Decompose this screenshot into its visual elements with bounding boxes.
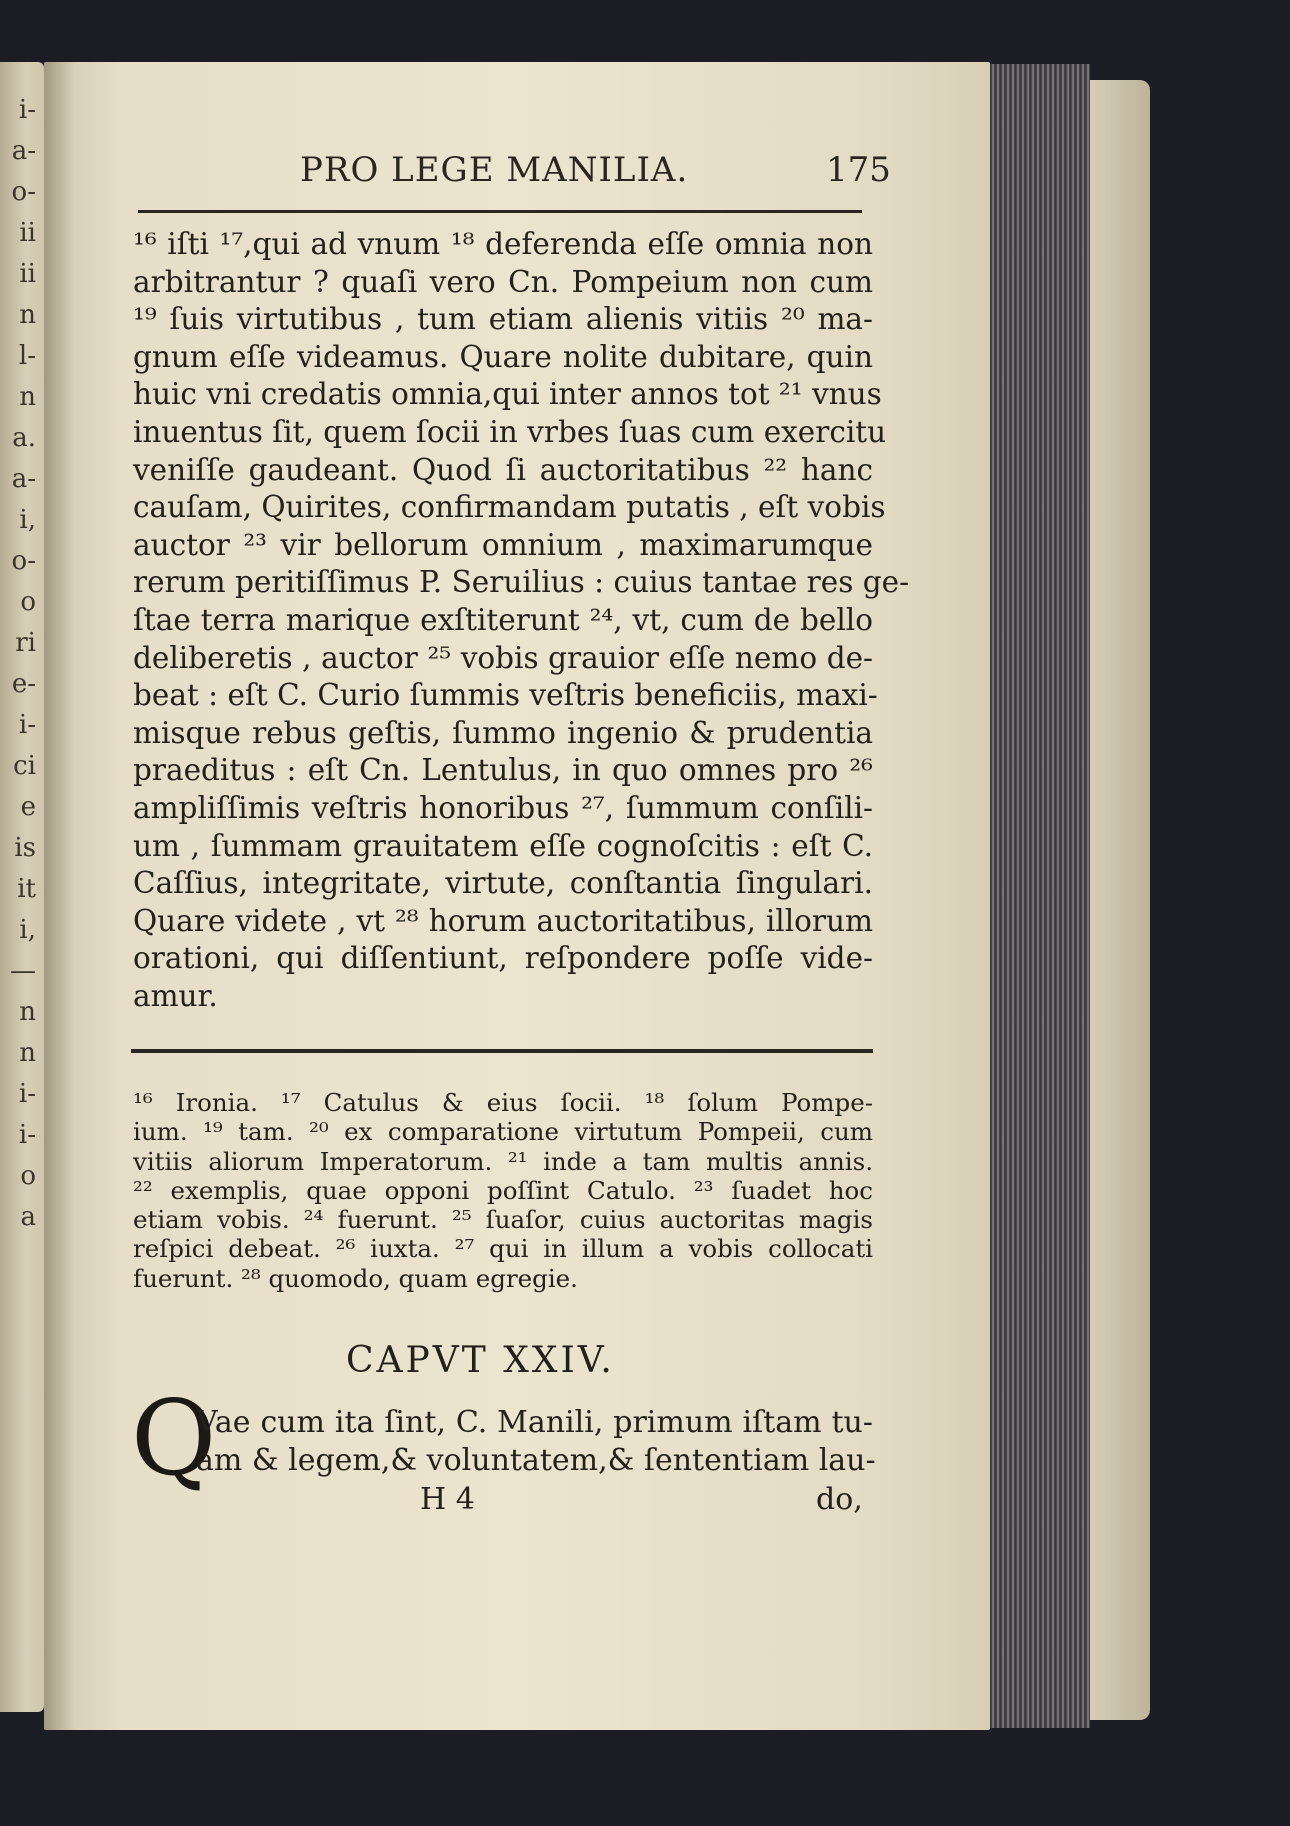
notes-separator-rule [131,1049,873,1053]
page-number: 175 [826,150,891,190]
facing-page-fragment: n [19,300,36,330]
facing-page-fragment: ci [13,751,36,781]
facing-page-fragment: n [19,997,36,1027]
facing-page-fragment: o- [11,177,36,207]
facing-page-fragment: a- [11,136,36,166]
text-line: huic vni credatis omnia,qui inter annos tot ²¹ vnus [133,377,882,412]
text-line: amur. [133,978,218,1013]
facing-page-fragment: e [20,792,36,822]
text-line: beat : eſt C. Curio ſummis veſtris beneficiis, maxi- [133,678,878,713]
footnote-line: reſpici debeat. ²⁶ iuxta. ²⁷ qui in illum a vobis collocati [133,1234,873,1264]
facing-page-fragment: it [17,874,36,904]
facing-page-fragment: i, [19,915,36,945]
facing-page-fragment: i- [18,95,36,125]
text-line: orationi, qui diſſentiunt, reſpondere poſſe vide- [133,941,873,976]
text-line: veniſſe gaudeant. Quod ſi auctoritatibus ²² hanc [133,452,873,487]
gutter-shadow [44,62,74,1730]
text-line: rerum peritiſſimus P. Seruilius : cuius tantae res ge- [133,565,910,600]
text-line: um , ſummam grauitatem eſſe cognoſcitis : eſt C. [133,828,873,863]
main-text-block [133,226,910,1015]
facing-page-fragment: ii [19,218,36,248]
text-line: praeditus : eſt Cn. Lentulus, in quo omnes pro ²⁶ [133,753,873,788]
opening-line: am & legem,& voluntatem,& ſententiam lau- [196,1443,876,1478]
facing-page-fragment: ri [15,628,36,658]
facing-page-fragment: i, [19,505,36,535]
text-line: ¹⁶ iſti ¹⁷,qui ad vnum ¹⁸ deferenda eſſe omnia non [133,227,873,261]
facing-page-fragment: o [20,1161,36,1191]
facing-page-fragment: n [19,382,36,412]
facing-page-fragment: — [10,956,36,986]
text-line: gnum eſſe videamus. Quare nolite dubitare, quin [133,339,873,374]
facing-page-fragment: i- [18,1079,36,1109]
facing-page-fragment: a [20,1202,36,1232]
catchword: do, [816,1482,863,1517]
facing-page-fragment: a. [12,423,36,453]
footnote-line: ²² exemplis, quae opponi poſſint Catulo. ²³ ſuadet hoc [133,1175,873,1205]
footnote-line: vitiis aliorum Imperatorum. ²¹ inde a tam multis annis. [133,1146,873,1176]
text-line: ampliſſimis veſtris honoribus ²⁷, ſummum conſili- [133,790,873,825]
running-title: PRO LEGE MANILIA. [300,150,689,190]
footnotes-block [133,1088,873,1293]
book-cover-edge [1090,80,1150,1720]
facing-page-fragment: n [19,1038,36,1068]
facing-page-fragment: o- [11,546,36,576]
text-line: auctor ²³ vir bellorum omnium , maximarumque [133,527,873,562]
text-line: Caſſius, integritate, virtute, conſtantia ſingulari. [133,866,873,901]
header-rule [138,210,862,213]
facing-page-fragment: l- [18,341,36,371]
text-line: cauſam, Quirites, confirmandam putatis , eſt vobis [133,490,886,525]
facing-page-fragment: ii [19,259,36,289]
text-line: arbitrantur ? quaſi vero Cn. Pompeium non cum [133,264,873,299]
chapter-heading: CAPVT XXIV. [346,1340,615,1381]
text-line: misque rebus geſtis, ſummo ingenio & prudentia [133,715,873,750]
text-line: Quare videte , vt ²⁸ horum auctoritatibus, illorum [133,903,873,938]
facing-page-fragment: i- [18,1120,36,1150]
footnote-line: ¹⁶ Ironia. ¹⁷ Catulus & eius ſocii. ¹⁸ ſolum Pompe- [133,1088,873,1117]
footnote-line: fuerunt. ²⁸ quomodo, quam egregie. [133,1263,578,1293]
facing-page-fragment: o [20,587,36,617]
facing-page-fragment: i- [18,710,36,740]
text-line: ¹⁹ ſuis virtutibus , tum etiam alienis vitiis ²⁰ ma- [133,302,873,337]
facing-page-text-fragments [0,90,40,1238]
facing-page-fragment: is [14,833,36,863]
page-block-edge [990,64,1090,1728]
opening-line: Vae cum ita ſint, C. Manili, primum iſtam tu- [196,1405,873,1440]
facing-page-fragment: e- [11,669,36,699]
facing-page-fragment: a- [11,464,36,494]
drop-cap-initial: Q [131,1377,217,1499]
text-line: ſtae terra marique exſtiterunt ²⁴, vt, cum de bello [133,602,873,637]
text-line: inuentus ſit, quem ſocii in vrbes ſuas cum exercitu [133,414,887,449]
footnote-line: ium. ¹⁹ tam. ²⁰ ex comparatione virtutum Pompeii, cum [133,1117,873,1147]
signature-mark: H 4 [420,1482,475,1517]
text-line: deliberetis , auctor ²⁵ vobis grauior eſſe nemo de- [133,640,873,675]
chapter-opening-text [196,1404,876,1480]
footnote-line: etiam vobis. ²⁴ fuerunt. ²⁵ ſuaſor, cuius auctoritas magis [133,1205,873,1235]
